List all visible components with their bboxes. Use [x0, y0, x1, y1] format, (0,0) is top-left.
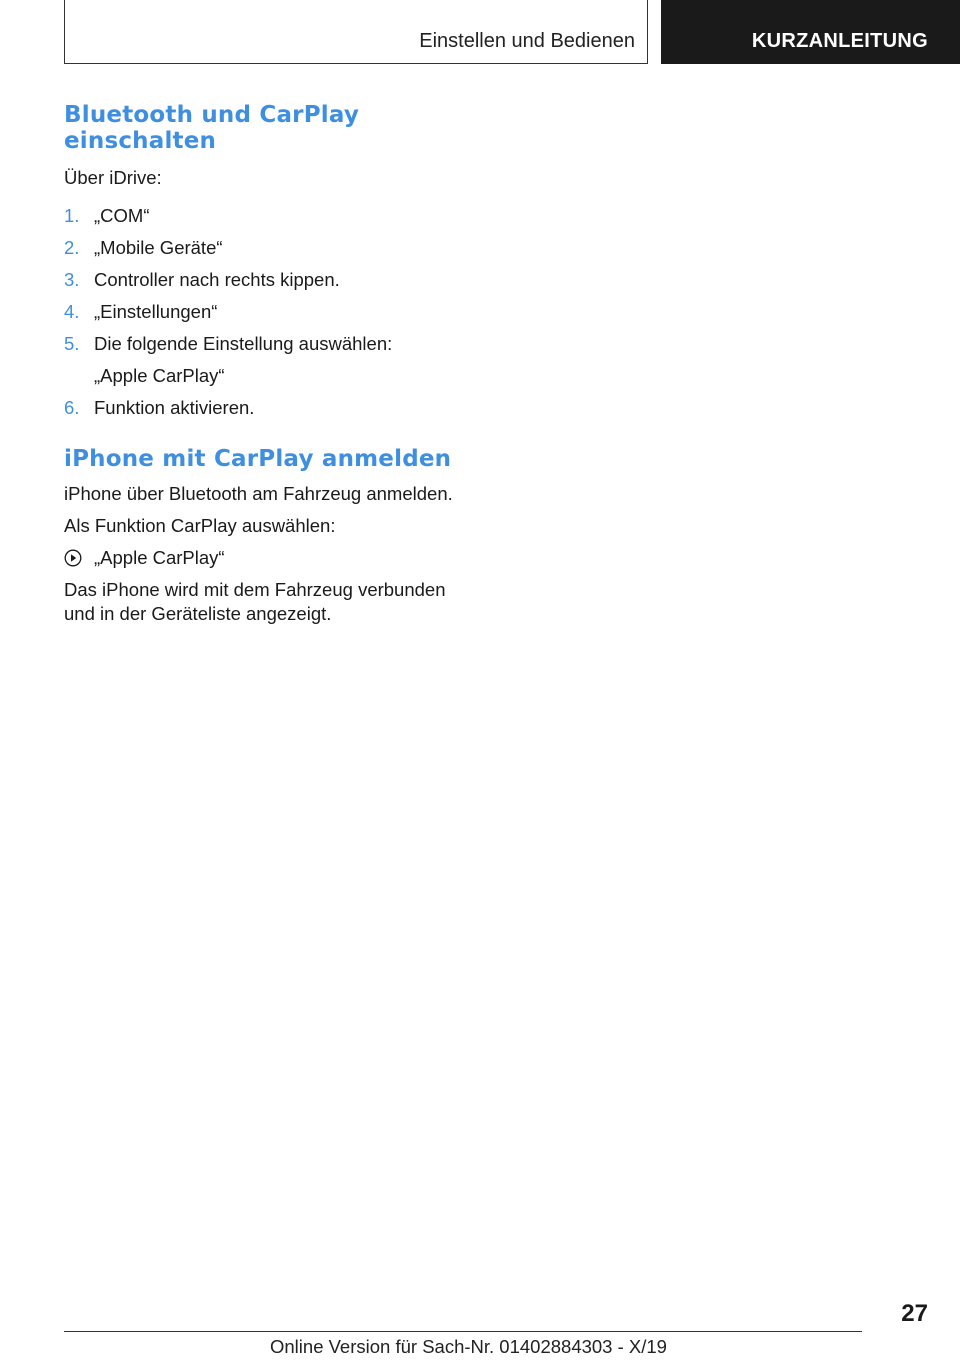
step-number: 6. [64, 397, 80, 418]
section-intro: Über iDrive: [64, 167, 162, 188]
arrow-step [64, 546, 484, 570]
step-text: „Mobile Geräte“ [94, 237, 223, 258]
section-title-bluetooth: Bluetooth und CarPlay einschalten [64, 102, 360, 154]
header-section-box [661, 0, 960, 64]
list-item [64, 236, 484, 260]
step-text: Funktion aktivieren. [94, 397, 255, 418]
list-item [64, 332, 484, 388]
section-title-iphone: iPhone mit CarPlay anmelden [64, 446, 452, 472]
footer-divider [64, 1331, 862, 1332]
header-section-title: KURZANLEITUNG [751, 30, 928, 52]
step-text: „COM“ [94, 205, 150, 226]
step-text: „Einstellungen“ [94, 301, 218, 322]
main-content [64, 102, 484, 626]
steps-list [64, 204, 484, 420]
step-number: 4. [64, 301, 80, 322]
list-item [64, 396, 484, 420]
header-chapter-title: Einstellen und Bedienen [419, 30, 635, 52]
step-subtext: „Apple CarPlay“ [94, 365, 225, 386]
step-number: 5. [64, 333, 80, 354]
step-text: Die folgende Einstellung auswählen: [94, 333, 393, 354]
list-item [64, 268, 484, 292]
paragraph: Als Funktion CarPlay auswählen: [64, 515, 336, 536]
header-chapter-box [64, 0, 648, 64]
step-number: 2. [64, 237, 80, 258]
list-item [64, 204, 484, 228]
step-text: Controller nach rechts kippen. [94, 269, 340, 290]
arrow-step-text: „Apple CarPlay“ [94, 547, 225, 568]
footer-online-version: Online Version für Sach-Nr. 01402884303 - X/19 [270, 1336, 667, 1357]
list-item [64, 300, 484, 324]
paragraph: Das iPhone wird mit dem Fahrzeug verbunden und in der Geräteliste angezeigt. [64, 579, 446, 624]
page-number: 27 [901, 1300, 928, 1327]
play-circle-icon [64, 549, 82, 567]
step-number: 3. [64, 269, 80, 290]
paragraph: iPhone über Bluetooth am Fahrzeug anmelden. [64, 483, 453, 504]
step-number: 1. [64, 205, 80, 226]
